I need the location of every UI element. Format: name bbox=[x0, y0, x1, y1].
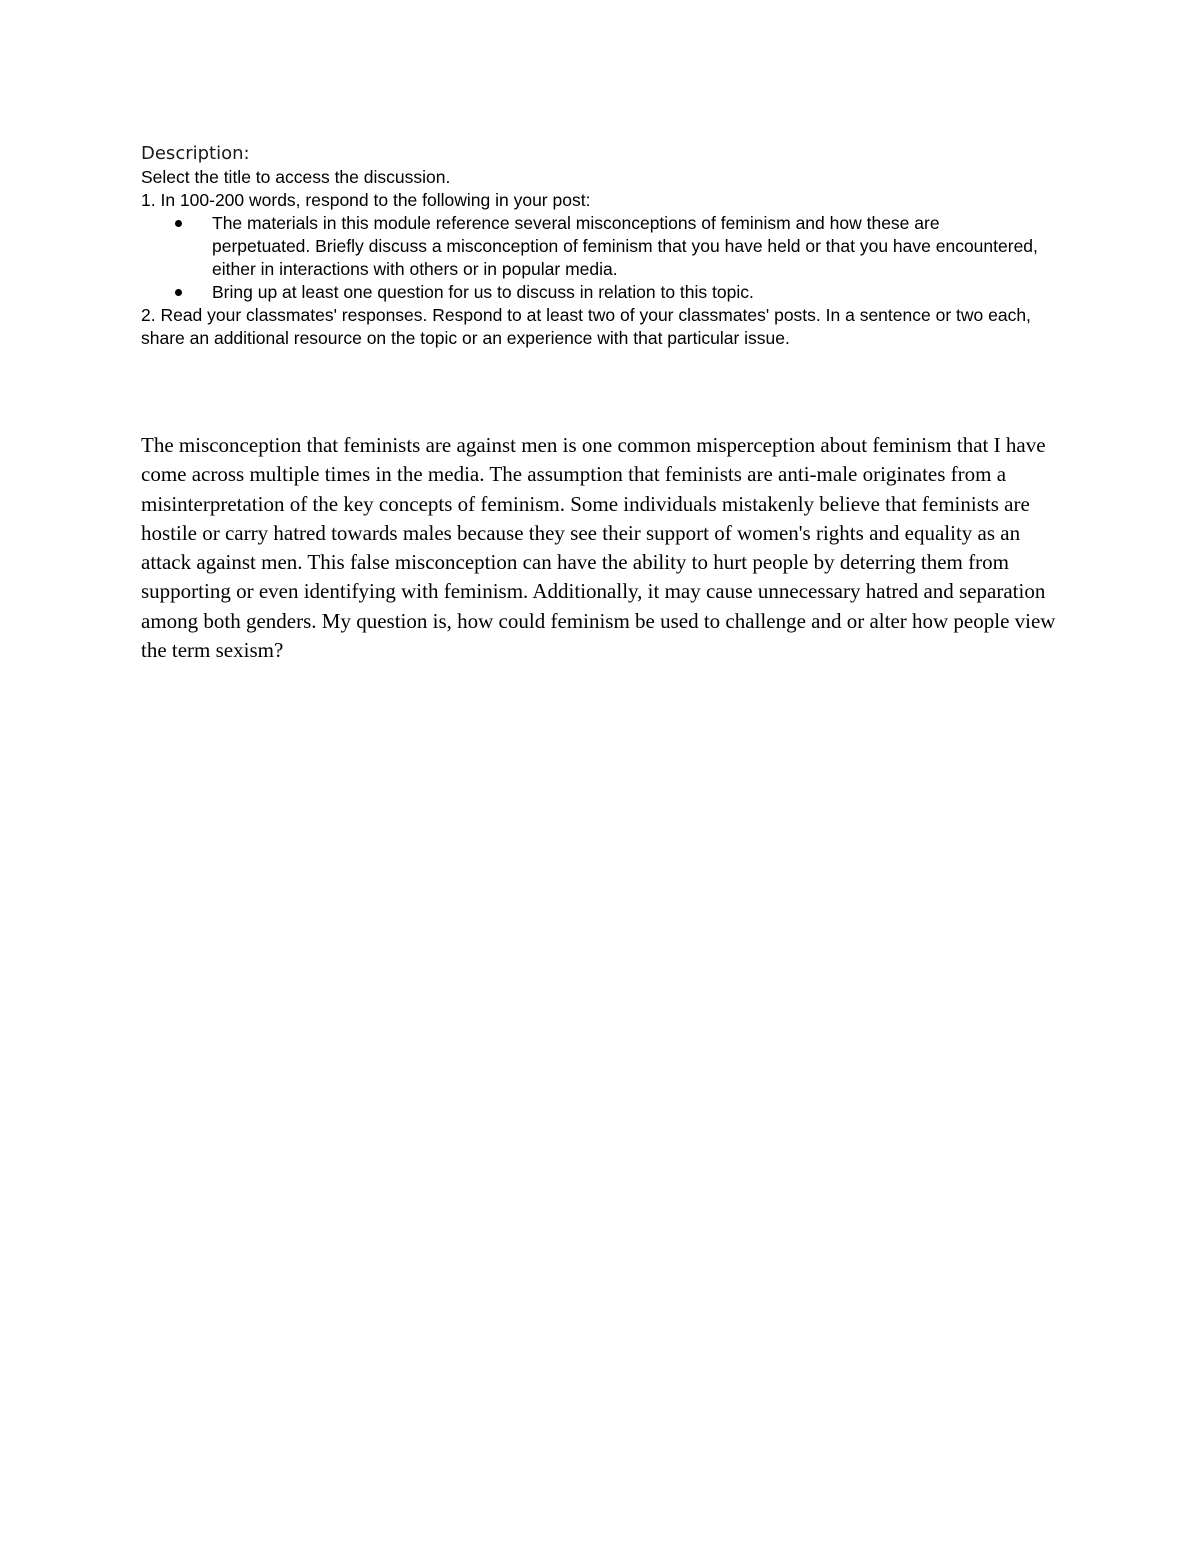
bullet-text: The materials in this module reference several misconceptions of feminism and how these are perpetuated. Briefly discuss a misconception of feminism that you have held or that you have encountered, either in interactions with others or in popular media. bbox=[212, 213, 1038, 279]
step-2-line: 2. Read your classmates' responses. Respond to at least two of your classmates' posts. In a sentence or two each, share an additional resource on the topic or an experience with that particular issue. bbox=[141, 305, 1031, 348]
bullet-icon bbox=[175, 220, 182, 227]
bullet-text: Bring up at least one question for us to discuss in relation to this topic. bbox=[212, 282, 754, 302]
description-heading: Description: bbox=[141, 143, 250, 164]
assignment-instructions bbox=[141, 142, 1041, 350]
intro-line: Select the title to access the discussion. bbox=[141, 167, 451, 187]
bullet-item bbox=[212, 212, 1041, 281]
bullet-item bbox=[212, 281, 1041, 304]
response-paragraph: The misconception that feminists are against men is one common misperception about feminism that I have come across multiple times in the media. The assumption that feminists are anti-male originates from a misinterpretation of the key concepts of feminism. Some individuals mistakenly believe that feminists are hostile or carry hatred towards males because they see their support of women's rights and equality as an attack against men. This false misconception can have the ability to hurt people by deterring them from supporting or even identifying with feminism. Additionally, it may cause unnecessary hatred and separation among both genders. My question is, how could feminism be used to challenge and or alter how people view the term sexism? bbox=[141, 433, 1056, 663]
step-1-line: 1. In 100-200 words, respond to the following in your post: bbox=[141, 190, 591, 210]
step-1-bullet-list bbox=[141, 212, 1041, 304]
bullet-icon bbox=[175, 289, 182, 296]
